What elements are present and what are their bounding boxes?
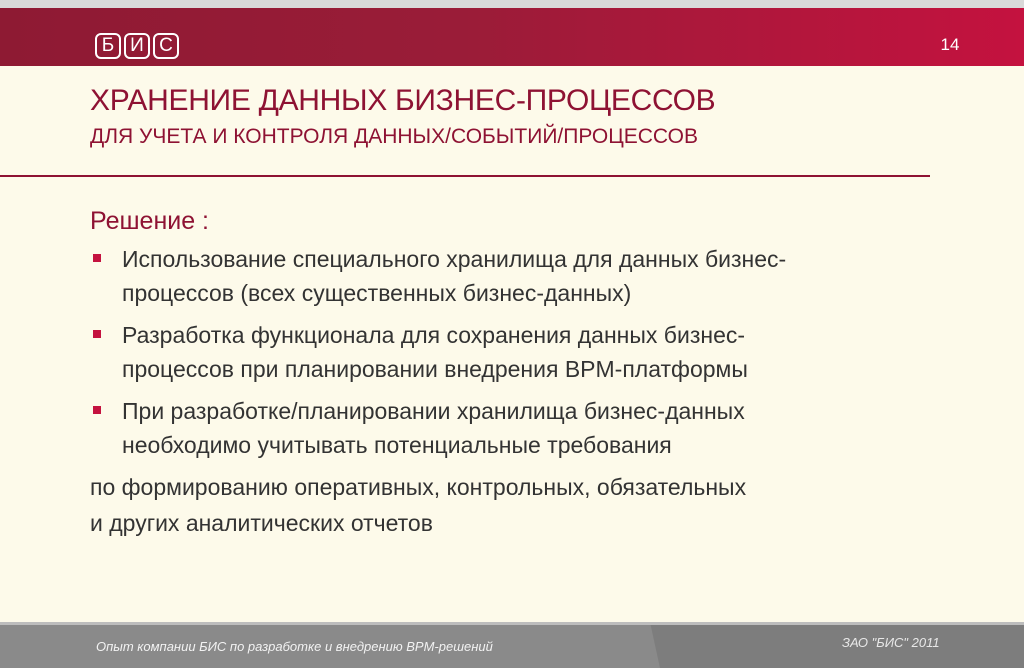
bullet-line: процессов при планировании внедрения BPM-платформы	[122, 356, 748, 382]
slide-header	[0, 8, 1024, 66]
bullet-line: необходимо учитывать потенциальные требования	[122, 432, 672, 458]
plain-text-line: по формированию оперативных, контрольных, обязательных	[90, 474, 747, 500]
slide-footer	[0, 622, 1024, 668]
footer-copyright: ЗАО "БИС" 2011	[842, 635, 940, 650]
logo-letter: Б	[95, 33, 121, 59]
bullet-item	[90, 242, 930, 310]
bullet-item	[90, 394, 930, 462]
bullet-line: При разработке/планировании хранилища бизнес-данных	[122, 398, 745, 424]
company-logo	[95, 33, 179, 59]
slide-content	[90, 204, 930, 540]
slide-title: ХРАНЕНИЕ ДАННЫХ БИЗНЕС-ПРОЦЕССОВ	[90, 84, 716, 117]
plain-text-line: и других аналитических отчетов	[90, 510, 433, 536]
solution-heading: Решение :	[90, 207, 210, 235]
footer-caption: Опыт компании БИС по разработке и внедрению BPM-решений	[96, 639, 493, 654]
bullet-square-icon	[93, 330, 101, 338]
top-strip	[0, 0, 1024, 8]
slide-subtitle: ДЛЯ УЧЕТА И КОНТРОЛЯ ДАННЫХ/СОБЫТИЙ/ПРОЦЕССОВ	[90, 125, 698, 148]
logo-letter: С	[153, 33, 179, 59]
page-number: 14	[940, 35, 960, 54]
bullet-line: процессов (всех существенных бизнес-данных)	[122, 280, 632, 306]
bullet-item	[90, 318, 930, 386]
logo-letter: И	[124, 33, 150, 59]
bullet-line: Разработка функционала для сохранения данных бизнес-	[122, 322, 746, 348]
title-divider	[0, 175, 930, 177]
bullet-square-icon	[93, 406, 101, 414]
footer-top-line	[0, 622, 1024, 625]
bullet-line: Использование специального хранилища для данных бизнес-	[122, 246, 787, 272]
bullet-square-icon	[93, 254, 101, 262]
